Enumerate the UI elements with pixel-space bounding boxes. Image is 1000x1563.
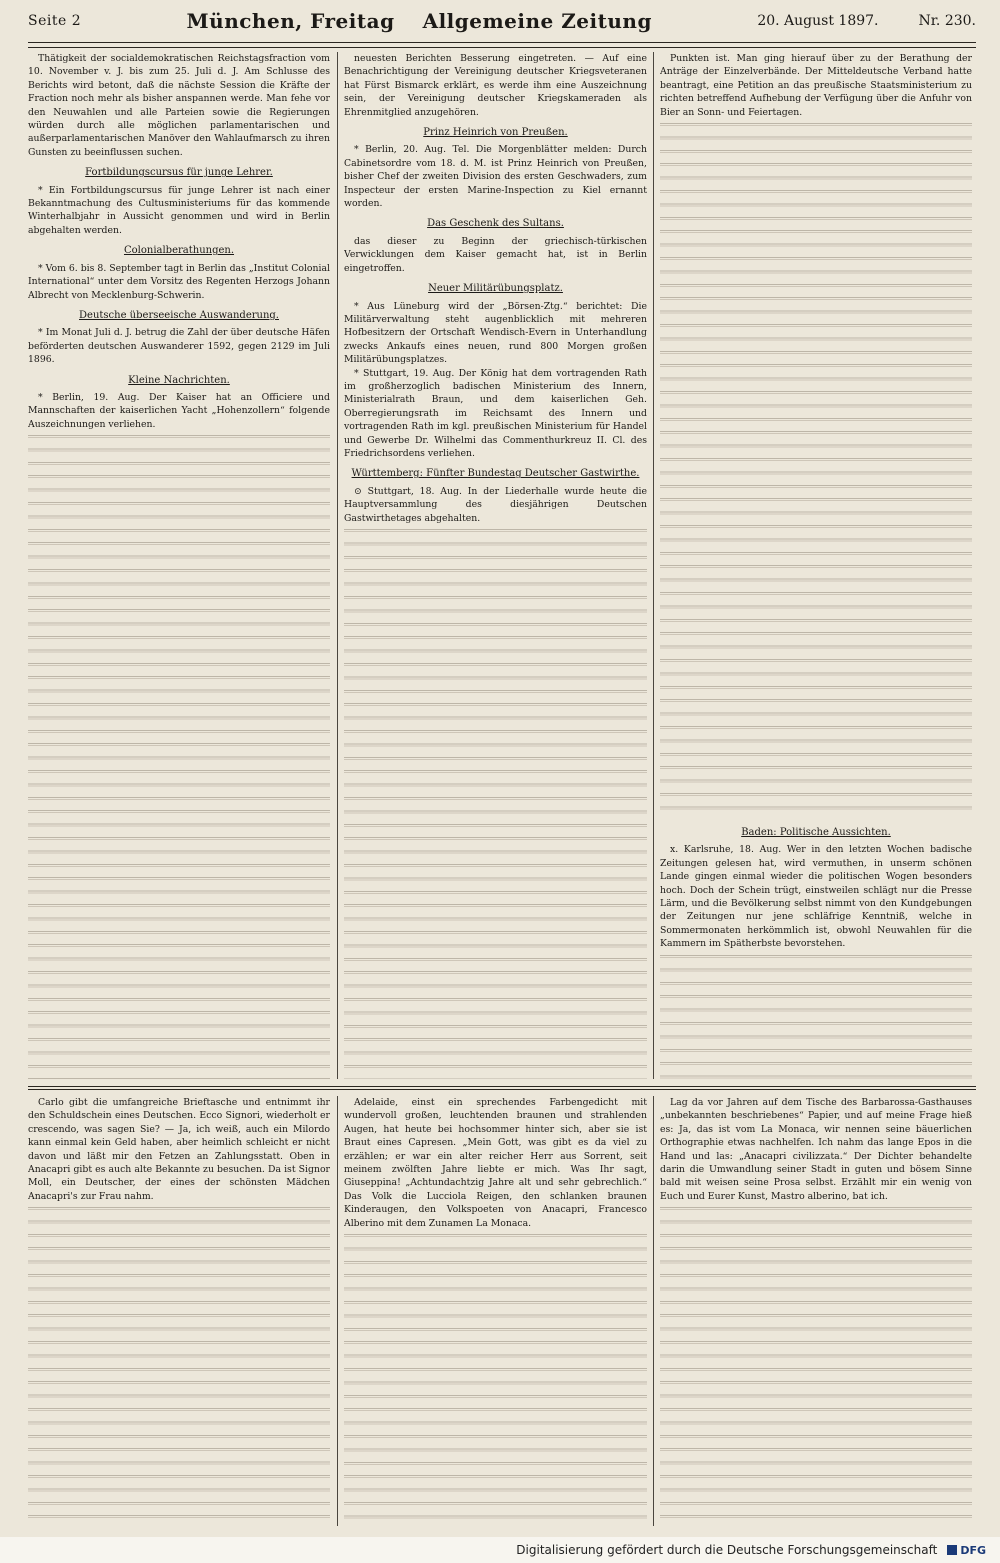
text-lines — [344, 1230, 647, 1526]
city-day: München, Freitag — [186, 9, 395, 33]
column-divider — [337, 52, 338, 1079]
dfg-logo-mark — [947, 1545, 957, 1555]
page-number: Seite 2 — [28, 13, 82, 29]
feuilleton-column-middle — [344, 1096, 647, 1526]
article-lead: neuesten Berichten Besserung eingetreten. — Auf eine Benachrichtigung der Vereinigung deutscher Kriegsveteranen hat Fürst Bismarck erklärt, es werde ihm eine Auszeichnung sein, der Vereinigung deutscher Kriegskameraden als Ehrenmitglied anzugehören. — [344, 53, 647, 118]
masthead-title — [187, 9, 652, 33]
article-text: * Ein Fortbildungscursus für junge Lehrer ist nach einer Bekanntmachung des Cultusministeriums für das kommende Winterhalbjahr in Aussicht genommen und wird in Berlin abgehalten werden. — [28, 184, 330, 236]
feuilleton-text: Lag da vor Jahren auf dem Tische des Barbarossa-Gasthauses „unbekannten beschriebenes“ Papier, und auf meine Frage hieß es: Ja, das ist vom La Monaca, wir nennen seine bäuerlichen Orthographie etwas nachhelfen. Ich nahm das lange Epos in die Hand und las: „Anacapri civilizzata.“ Der Dichter behandelte darin die Umwandlung seiner Stadt in guten und bösem Sinne bald mit weisen seine Prosa selbst. Erzählt mir ein wenig von Euch und Eurer Kunst, Mastro alberino, bat ich. — [660, 1097, 972, 1202]
section-heading: Württemberg: Fünfter Bundestag Deutscher Gastwirthe. — [351, 468, 640, 480]
article-text: * Im Monat Juli d. J. betrug die Zahl der über deutsche Häfen beförderten deutschen Auswanderer 1592, gegen 2129 im Juli 1896. — [28, 327, 330, 366]
column-left — [28, 52, 330, 1079]
section-heading: Deutsche überseeische Auswanderung. — [79, 309, 279, 321]
digitization-footer — [0, 1537, 1000, 1563]
issue-date: 20. August 1897. — [757, 13, 879, 29]
column-divider — [653, 1096, 654, 1526]
article-text: das dieser zu Beginn der griechisch-türkischen Verwicklungen dem Kaiser gemacht hat, ist in Berlin eingetroffen. — [344, 235, 647, 274]
article-text: * Aus Lüneburg wird der „Börsen-Ztg.“ berichtet: Die Militärverwaltung steht augenblicklich mit mehreren Hofbesitzern der Ortschaft Wendisch-Evern in Unterhandlung zwecks Ankaufs eines neuen, rund 800 Morgen großen Militärübungsplatzes. — [344, 300, 647, 366]
section-heading: Prinz Heinrich von Preußen. — [423, 127, 568, 139]
text-lines — [28, 1203, 330, 1526]
section-heading: Neuer Militärübungsplatz. — [428, 283, 563, 295]
feuilleton-rule — [28, 1089, 976, 1090]
section-heading: Baden: Politische Aussichten. — [741, 827, 891, 839]
section-heading: Fortbildungscursus für junge Lehrer. — [85, 167, 273, 179]
feuilleton-column-left — [28, 1096, 330, 1526]
text-lines — [660, 951, 972, 1079]
column-right — [660, 52, 972, 1079]
section-heading: Kleine Nachrichten. — [128, 374, 230, 386]
section-heading: Colonialberathungen. — [123, 245, 235, 257]
paper-name: Allgemeine Zeitung — [422, 9, 652, 33]
text-lines — [660, 119, 972, 819]
text-lines — [344, 525, 647, 1079]
masthead-rule — [28, 42, 976, 48]
issue-info — [757, 13, 976, 29]
feuilleton-text: Adelaide, einst ein sprechendes Farbengedicht mit wundervoll großen, leuchtenden braunen und strahlenden Augen, hat heute bei hochsommer hinter sich, aber sie ist Braut eines Capresen. „Mein Gott, was gibt es da viel zu erzählen; er war ein alter reicher Herr aus Sorrent, seit meinem zwölften Jahre liebte er mich. Was Ihr sagt, Giuseppina! „Achtundachtzig Jahre alt und sehr gebrechlich.“ Das Volk die Lucciola Reigen, den schlanken braunen Kinderaugen, den Volkspoeten von Anacapri, Francesco Alberino mit dem Zunamen La Monaca. — [344, 1097, 647, 1229]
article-text: x. Karlsruhe, 18. Aug. Wer in den letzten Wochen badische Zeitungen gelesen hat, wird vermuthen, in unserm schönen Lande gingen einmal wieder die politischen Wogen besonders hoch. Doch der Schein trügt, einstweilen schlägt nur die Presse Lärm, und die Bevölkerung selbst nimmt von den Kundgebungen der Zeitungen nur jene schläfrige Kenntniß, welche in Sommermonaten herkömmlich ist, obwohl Neuwahlen für die Kammern im Spätherbste bevorstehen. — [660, 844, 972, 950]
article-text: * Berlin, 19. Aug. Der Kaiser hat an Officiere und Mannschaften der kaiserlichen Yacht „Hohenzollern“ folgende Auszeichnungen verliehen. — [28, 391, 330, 430]
funding-credit: Digitalisierung gefördert durch die Deutsche Forschungsgemeinschaft — [516, 1543, 938, 1557]
masthead — [28, 0, 976, 42]
feuilleton-column-right — [660, 1096, 972, 1526]
article-text: ⊙ Stuttgart, 18. Aug. In der Liederhalle wurde heute die Hauptversammlung des diesjährigen Deutschen Gastwirthetages abgehalten. — [344, 485, 647, 524]
dfg-logo-text: DFG — [960, 1543, 986, 1557]
issue-number: Nr. 230. — [918, 13, 976, 29]
text-lines — [28, 431, 330, 1079]
text-lines — [660, 1203, 972, 1526]
article-text: * Vom 6. bis 8. September tagt in Berlin das „Institut Colonial International“ unter dem Vorsitz des Regenten Herzogs Johann Albrecht von Mecklenburg-Schwerin. — [28, 262, 330, 301]
feuilleton-text: Carlo gibt die umfangreiche Brieftasche und entnimmt ihr den Schuldschein eines Deutschen. Ecco Signori, wiederholt er crescendo, was sagen Sie? — Ja, ich weiß, auch ein Milordo kann einmal kein Geld haben, aber heimlich schleicht er nicht davon und läßt mir den Fetzen an Zahlungsstatt. Oben in Anacapri gibt es auch alte Bekannte zu besuchen. Da ist Signor Moll, ein Deutscher, der eines der schönsten Mädchen Anacapri's zur Frau nahm. — [28, 1097, 330, 1202]
article-text: * Berlin, 20. Aug. Tel. Die Morgenblätter melden: Durch Cabinetsordre vom 18. d. M. ist Prinz Heinrich von Preußen, bisher Chef der zweiten Division des ersten Geschwaders, zum Inspecteur der ersten Marine-Inspection zu Kiel ernannt worden. — [344, 144, 647, 210]
dfg-logo — [947, 1544, 986, 1557]
column-divider — [653, 52, 654, 1079]
article-lead: Thätigkeit der socialdemokratischen Reichstagsfraction vom 10. November v. J. bis zum 25. Juli d. J. Am Schlusse des Berichts wird betont, daß die nächste Session die Kräfte der Fraction noch mehr als bisher anspannen werde. Man fehe vor den Neuwahlen und alle Parteien sowie die Regierungen würden durch alle möglichen parlamentarischen und außerparlamentarischen Manöver den Wahlaufmarsch zu ihren Gunsten zu beeinflussen suchen. — [28, 53, 330, 158]
section-heading: Das Geschenk des Sultans. — [427, 218, 564, 230]
article-text: * Stuttgart, 19. Aug. Der König hat dem vortragenden Rath im großherzoglich badischen Ministerium des Innern, Ministerialrath Braun, und dem kaiserlichen Geh. Oberregierungsrath im Reichsamt des Innern und vortragenden Rath im kgl. preußischen Ministerium für Handel und Gewerbe Dr. Wilhelmi das Commenthurkreuz II. Cl. des Friedrichsordens verliehen. — [344, 367, 647, 459]
column-middle — [344, 52, 647, 1079]
feuilleton-rule — [28, 1086, 976, 1087]
article-lead: Punkten ist. Man ging hierauf über zu der Berathung der Anträge der Einzelverbände. Der Mitteldeutsche Verband hatte beantragt, eine Petition an das preußische Staatsministerium zu richten betreffend Aufhebung der Verfügung über die Anfuhr von Bier an Sonn- und Feiertagen. — [660, 53, 972, 118]
column-divider — [337, 1096, 338, 1526]
